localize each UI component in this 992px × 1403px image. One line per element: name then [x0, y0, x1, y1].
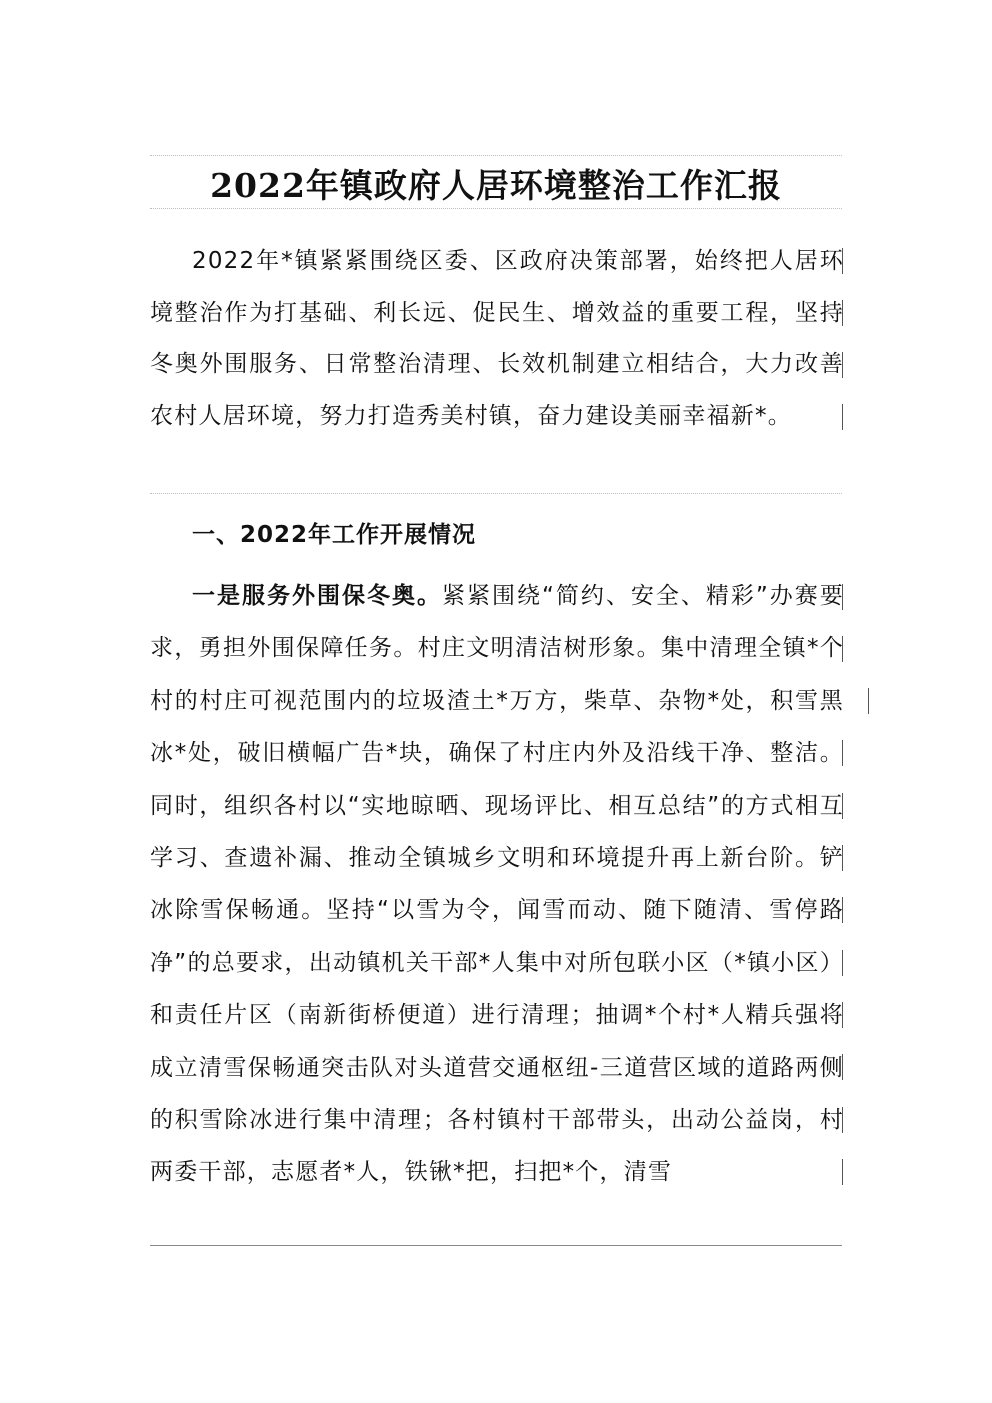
- margin-bar: [842, 404, 843, 430]
- margin-bar: [842, 1159, 843, 1185]
- margin-bar: [842, 740, 843, 766]
- margin-bar: [842, 1002, 843, 1028]
- margin-bar: [868, 688, 869, 714]
- intro-bottom-rule: [150, 493, 842, 494]
- margin-bar: [842, 1107, 843, 1133]
- point-one-paragraph: [150, 570, 844, 1199]
- title-top-rule: [150, 155, 842, 156]
- margin-bar: [842, 584, 843, 610]
- intro-paragraph: 2022年*镇紧紧围绕区委、区政府决策部署，始终把人居环境整治作为打基础、利长远、促民生、增效益的重要工程，坚持冬奥外围服务、日常整治清理、长效机制建立相结合，大力改善农村人居环境，努力打造秀美村镇，奋力建设美丽幸福新*。: [150, 248, 844, 429]
- margin-bar: [842, 950, 843, 976]
- document-title: 2022年镇政府人居环境整治工作汇报: [210, 166, 782, 205]
- margin-bar: [842, 636, 843, 662]
- margin-bar: [842, 1054, 843, 1080]
- title-bottom-rule: [150, 208, 842, 209]
- page-bottom-rule: [150, 1245, 842, 1246]
- margin-bar: [842, 248, 843, 274]
- margin-bar: [842, 845, 843, 871]
- margin-bar: [842, 352, 843, 378]
- margin-bar: [842, 793, 843, 819]
- margin-bar: [842, 300, 843, 326]
- point-one-body: 紧紧围绕“简约、安全、精彩”办赛要求，勇担外围保障任务。村庄文明清洁树形象。集中清理全镇*个村的村庄可视范围内的垃圾渣土*万方，柴草、杂物*处，积雪黑冰*处，破旧横幅广告*块，确保了村庄内外及沿线干净、整洁。同时，组织各村以“实地晾晒、现场评比、相互总结”的方式相互学习、查遗补漏、推动全镇城乡文明和环境提升再上新台阶。铲冰除雪保畅通。坚持“以雪为令，闻雪而动、随下随清、雪停路净”的总要求，出动镇机关干部*人集中对所包联小区（*镇小区）和责任片区（南新街桥便道）进行清理；抽调*个村*人精兵强将成立清雪保畅通突击队对头道营交通枢纽-三道营区域的道路两侧的积雪除冰进行集中清理；各村镇村干部带头，出动公益岗，村两委干部，志愿者*人，铁锹*把，扫把*个，清雪: [150, 583, 845, 1186]
- point-one-lead: 一是服务外围保冬奥。: [192, 583, 442, 609]
- margin-bar: [842, 897, 843, 923]
- section-heading: 一、2022年工作开展情况: [192, 522, 477, 548]
